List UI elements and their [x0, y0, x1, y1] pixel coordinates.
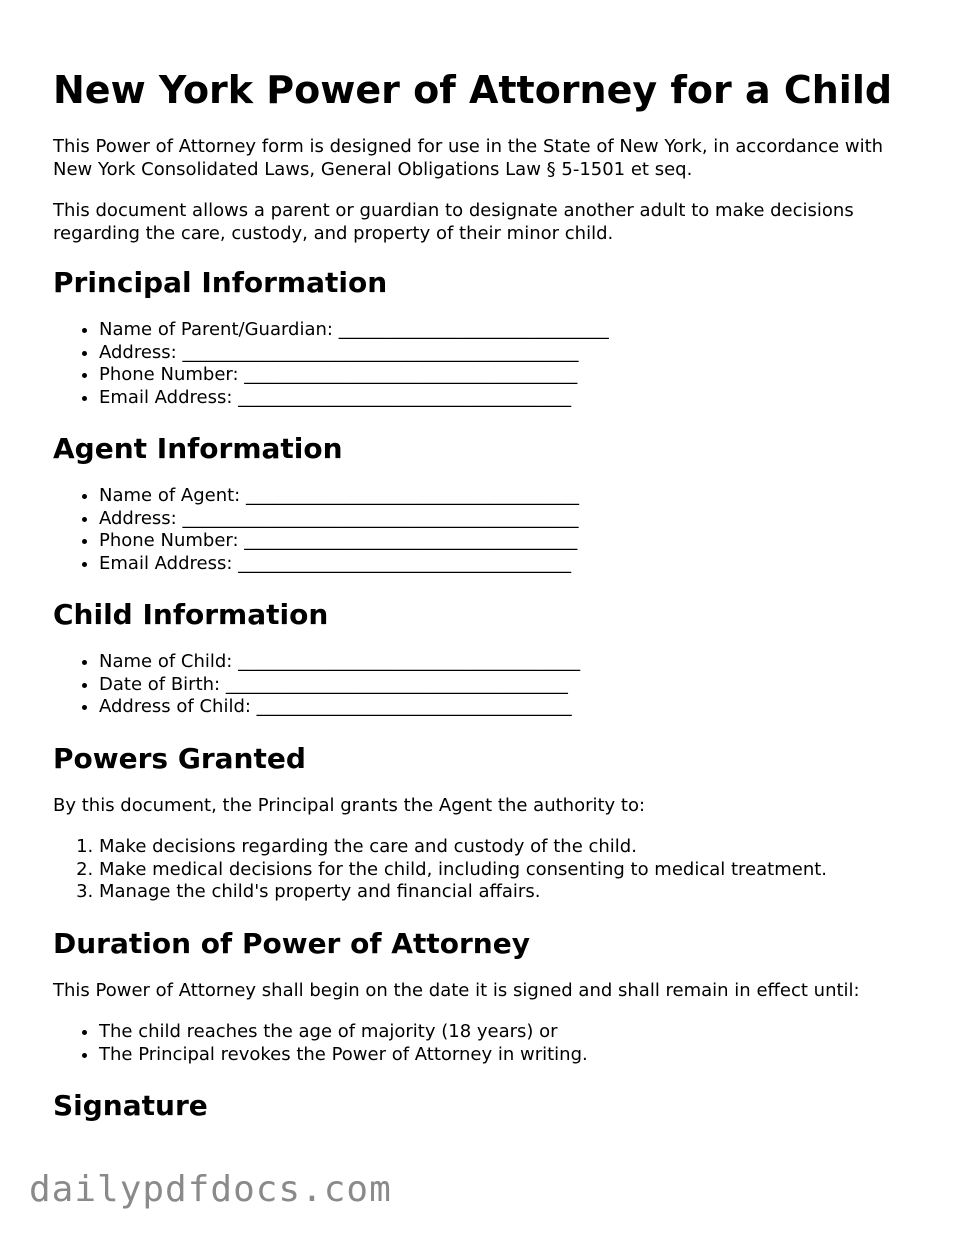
agent-email-field: • Email Address: _____________________________________	[99, 553, 923, 576]
power-item: 1. Make decisions regarding the care and custody of the child.	[99, 836, 923, 859]
powers-heading: Powers Granted	[53, 741, 306, 775]
document-page	[53, 66, 923, 1142]
agent-phone-field: • Phone Number: _____________________________________	[99, 530, 923, 553]
powers-intro: By this document, the Principal grants the Agent the authority to:	[53, 794, 646, 816]
principal-name-field: • Name of Parent/Guardian: ______________________________	[99, 319, 923, 342]
principal-phone-field: • Phone Number: _____________________________________	[99, 364, 923, 387]
principal-list	[53, 319, 923, 409]
agent-heading: Agent Information	[53, 432, 343, 465]
duration-list	[53, 1021, 923, 1066]
child-list	[53, 651, 923, 719]
child-address-field: • Address of Child: ___________________________________	[99, 696, 923, 719]
principal-email-field: • Email Address: _____________________________________	[99, 387, 923, 410]
duration-item: • The Principal revokes the Power of Attorney in writing.	[99, 1044, 923, 1067]
principal-address-field: • Address: ____________________________________________	[99, 342, 923, 365]
document-title: New York Power of Attorney for a Child	[53, 68, 893, 112]
intro-paragraph-2: This document allows a parent or guardian to designate another adult to make decisions regarding the care, custody, and property of their minor child.	[53, 200, 854, 244]
watermark: dailypdfdocs.com	[29, 1169, 392, 1210]
agent-address-field: • Address: ____________________________________________	[99, 508, 923, 531]
agent-name-field: • Name of Agent: _____________________________________	[99, 485, 923, 508]
principal-heading: Principal Information	[53, 266, 388, 299]
intro-paragraph-1: This Power of Attorney form is designed for use in the State of New York, in accordance with New York Consolidated Laws, General Obligations Law § 5-1501 et seq.	[53, 136, 884, 180]
duration-intro: This Power of Attorney shall begin on the date it is signed and shall remain in effect until:	[53, 979, 860, 1001]
child-dob-field: • Date of Birth: ______________________________________	[99, 674, 923, 697]
duration-item: • The child reaches the age of majority (18 years) or	[99, 1021, 923, 1044]
child-name-field: • Name of Child: ______________________________________	[99, 651, 923, 674]
power-item: 2. Make medical decisions for the child, including consenting to medical treatment.	[99, 859, 923, 882]
duration-heading: Duration of Power of Attorney	[53, 926, 530, 960]
signature-heading: Signature	[53, 1089, 208, 1122]
agent-list	[53, 485, 923, 575]
child-heading: Child Information	[53, 598, 329, 631]
power-item: 3. Manage the child's property and financial affairs.	[99, 881, 923, 904]
powers-list	[53, 836, 923, 904]
